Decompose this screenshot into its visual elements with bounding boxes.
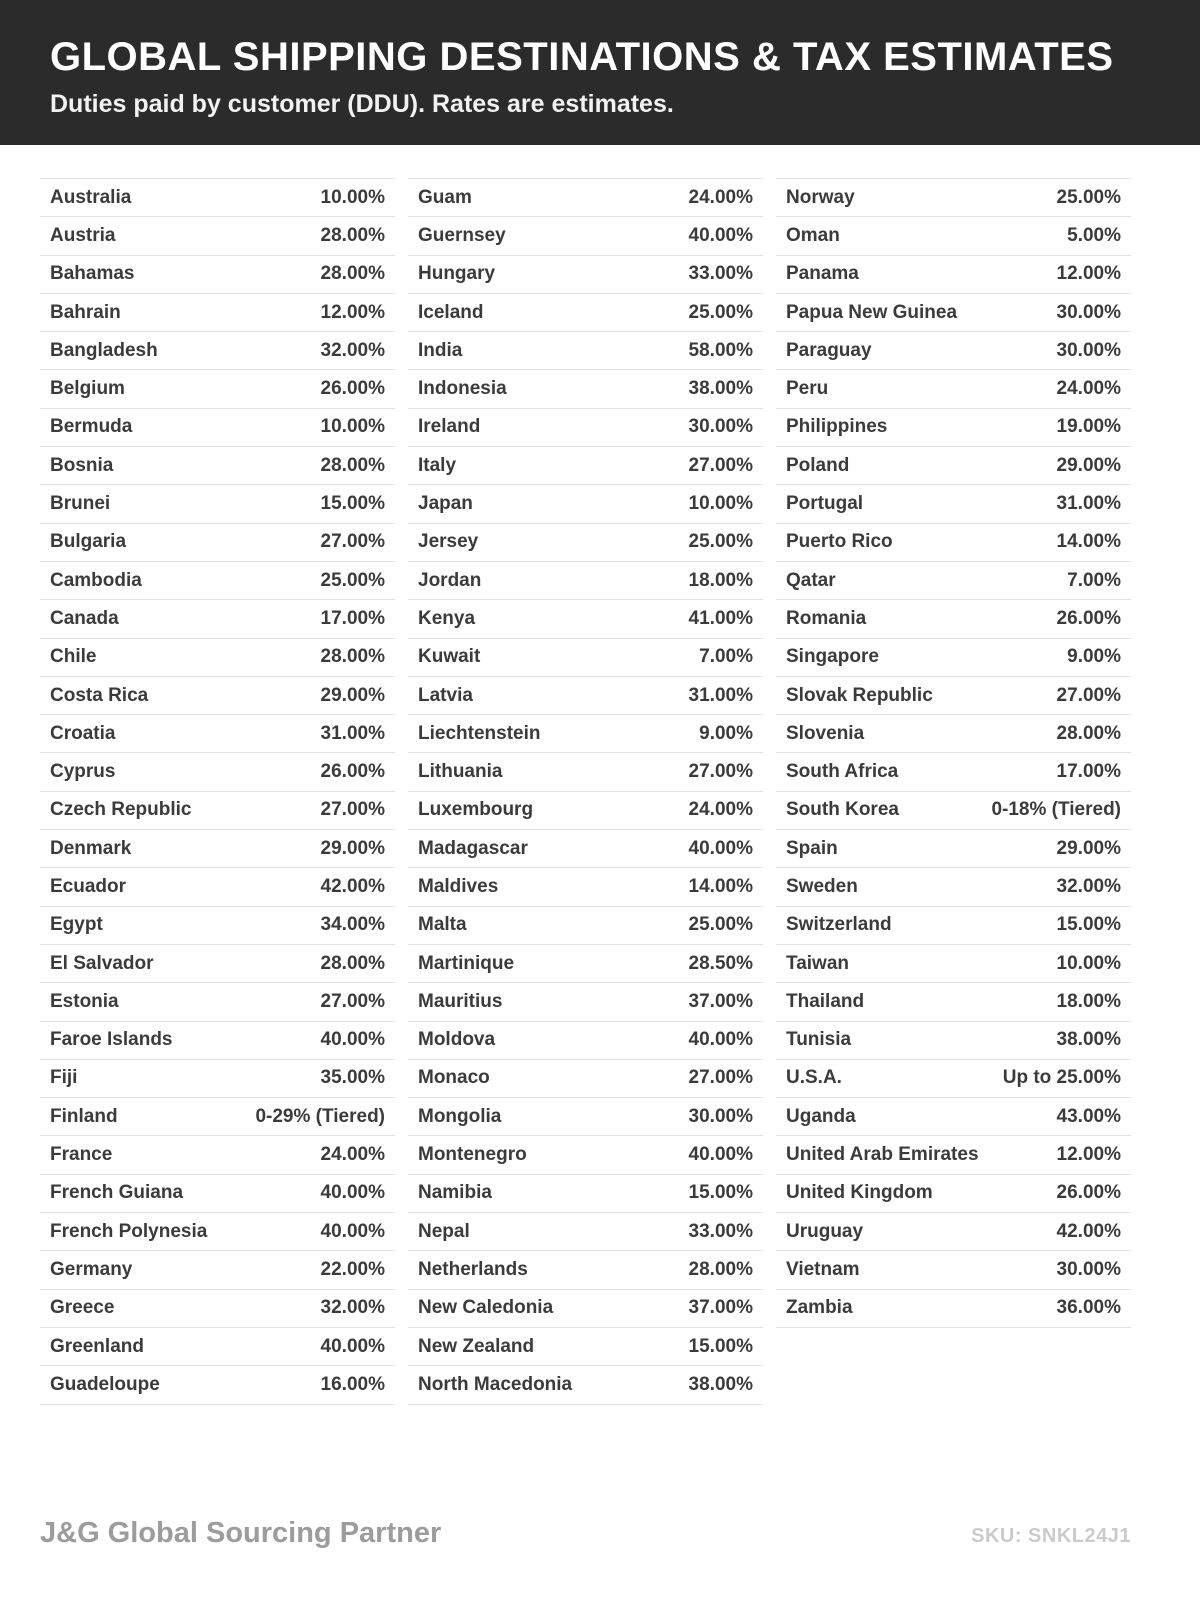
tax-rate: 0-29% (Tiered) — [255, 1105, 385, 1127]
shipping-tax-table — [40, 178, 1131, 1405]
country-name: Lithuania — [418, 761, 503, 783]
table-row — [40, 600, 395, 638]
tax-rate: 42.00% — [320, 875, 385, 897]
table-row — [776, 1136, 1131, 1174]
tax-rate: 12.00% — [1056, 1144, 1121, 1166]
country-name: Bahamas — [50, 263, 135, 285]
country-name: Uruguay — [786, 1220, 864, 1242]
tax-rate: 14.00% — [1056, 531, 1121, 553]
country-name: Denmark — [50, 837, 132, 859]
country-name: Papua New Guinea — [786, 301, 958, 323]
tax-rate: 33.00% — [688, 1220, 753, 1242]
tax-rate: 24.00% — [1056, 378, 1121, 400]
country-name: Peru — [786, 378, 829, 400]
tax-rate: 40.00% — [688, 837, 753, 859]
tax-rate: 25.00% — [1056, 186, 1121, 208]
tax-rate: 40.00% — [688, 224, 753, 246]
country-name: Fiji — [50, 1067, 78, 1089]
table-row — [776, 753, 1131, 791]
tax-rate: 10.00% — [688, 493, 753, 515]
tax-rate: 29.00% — [320, 684, 385, 706]
country-name: Qatar — [786, 569, 836, 591]
table-row — [40, 562, 395, 600]
tax-rate: 26.00% — [320, 378, 385, 400]
tax-rate: 38.00% — [688, 1373, 753, 1395]
country-name: Panama — [786, 263, 859, 285]
table-row — [408, 945, 763, 983]
country-name: Slovenia — [786, 722, 865, 744]
table-row — [408, 1290, 763, 1328]
country-name: Faroe Islands — [50, 1029, 173, 1051]
tax-rate: 10.00% — [1056, 952, 1121, 974]
country-name: Jersey — [418, 531, 479, 553]
country-name: Bahrain — [50, 301, 121, 323]
country-name: Portugal — [786, 493, 864, 515]
table-row — [408, 907, 763, 945]
tax-rate: 27.00% — [688, 761, 753, 783]
tax-rate: 34.00% — [320, 914, 385, 936]
tax-rate: 16.00% — [320, 1373, 385, 1395]
tax-rate: 10.00% — [320, 416, 385, 438]
table-row — [40, 1290, 395, 1328]
country-name: Taiwan — [786, 952, 849, 974]
table-row — [776, 945, 1131, 983]
country-name: Bulgaria — [50, 531, 127, 553]
country-name: Iceland — [418, 301, 484, 323]
tax-rate: 24.00% — [688, 186, 753, 208]
country-name: Costa Rica — [50, 684, 149, 706]
table-row — [408, 485, 763, 523]
tax-rate: 29.00% — [1056, 454, 1121, 476]
table-row — [40, 1328, 395, 1366]
table-column-2 — [408, 178, 763, 1405]
table-row — [408, 1022, 763, 1060]
tax-rate: 18.00% — [1056, 990, 1121, 1012]
table-row — [776, 1098, 1131, 1136]
tax-rate: 40.00% — [320, 1335, 385, 1357]
tax-rate: 18.00% — [688, 569, 753, 591]
country-name: Bermuda — [50, 416, 133, 438]
table-row — [40, 639, 395, 677]
tax-rate: 12.00% — [320, 301, 385, 323]
tax-rate: 28.00% — [688, 1258, 753, 1280]
country-name: Nepal — [418, 1220, 470, 1242]
country-name: Austria — [50, 224, 116, 246]
tax-rate: 5.00% — [1067, 224, 1121, 246]
country-name: North Macedonia — [418, 1373, 573, 1395]
tax-rate: 28.00% — [1056, 722, 1121, 744]
table-row — [408, 983, 763, 1021]
tax-rate: 41.00% — [688, 607, 753, 629]
table-row — [776, 485, 1131, 523]
table-row — [776, 1060, 1131, 1098]
table-row — [776, 868, 1131, 906]
tax-rate: 28.50% — [688, 952, 753, 974]
country-name: Romania — [786, 607, 867, 629]
page-subtitle: Duties paid by customer (DDU). Rates are estimates. — [50, 90, 674, 118]
tax-rate: 14.00% — [688, 875, 753, 897]
country-name: Vietnam — [786, 1258, 860, 1280]
country-name: El Salvador — [50, 952, 154, 974]
table-row — [776, 1022, 1131, 1060]
tax-rate: 32.00% — [320, 339, 385, 361]
table-row — [776, 983, 1131, 1021]
tax-rate: 26.00% — [1056, 607, 1121, 629]
country-name: France — [50, 1144, 113, 1166]
tax-rate: 28.00% — [320, 224, 385, 246]
table-row — [40, 1366, 395, 1404]
country-name: New Caledonia — [418, 1297, 554, 1319]
table-row — [776, 907, 1131, 945]
country-name: Madagascar — [418, 837, 528, 859]
table-row — [40, 792, 395, 830]
tax-rate: 28.00% — [320, 646, 385, 668]
tax-rate: 12.00% — [1056, 263, 1121, 285]
country-name: Czech Republic — [50, 799, 192, 821]
tax-rate: 9.00% — [699, 722, 753, 744]
table-row — [776, 562, 1131, 600]
table-row — [40, 447, 395, 485]
country-name: Luxembourg — [418, 799, 534, 821]
table-row — [408, 830, 763, 868]
table-row — [408, 792, 763, 830]
country-name: Finland — [50, 1105, 118, 1127]
table-row — [408, 1098, 763, 1136]
country-name: Monaco — [418, 1067, 490, 1089]
country-name: Zambia — [786, 1297, 853, 1319]
tax-rate: 15.00% — [320, 493, 385, 515]
tax-rate: 40.00% — [688, 1144, 753, 1166]
tax-rate: 58.00% — [688, 339, 753, 361]
country-name: Singapore — [786, 646, 879, 668]
tax-rate: 33.00% — [688, 263, 753, 285]
table-row — [776, 639, 1131, 677]
table-row — [776, 332, 1131, 370]
tax-rate: 30.00% — [1056, 339, 1121, 361]
tax-rate: 25.00% — [320, 569, 385, 591]
table-row — [40, 1175, 395, 1213]
table-row — [776, 830, 1131, 868]
country-name: Maldives — [418, 875, 499, 897]
table-row — [776, 179, 1131, 217]
table-row — [40, 753, 395, 791]
table-row — [776, 792, 1131, 830]
country-name: Ireland — [418, 416, 481, 438]
table-row — [408, 1213, 763, 1251]
country-name: New Zealand — [418, 1335, 535, 1357]
table-row — [408, 715, 763, 753]
table-row — [40, 677, 395, 715]
table-row — [408, 447, 763, 485]
table-row — [408, 1136, 763, 1174]
table-row — [776, 370, 1131, 408]
country-name: Hungary — [418, 263, 496, 285]
tax-rate: 38.00% — [1056, 1029, 1121, 1051]
tax-rate: 27.00% — [320, 990, 385, 1012]
country-name: Italy — [418, 454, 457, 476]
country-name: Sweden — [786, 875, 858, 897]
country-name: French Polynesia — [50, 1220, 208, 1242]
table-row — [408, 1328, 763, 1366]
tax-rate: 40.00% — [320, 1029, 385, 1051]
table-row — [40, 485, 395, 523]
table-row — [40, 179, 395, 217]
tax-rate: 10.00% — [320, 186, 385, 208]
country-name: Montenegro — [418, 1144, 527, 1166]
tax-rate: 15.00% — [688, 1182, 753, 1204]
table-row — [776, 447, 1131, 485]
country-name: Australia — [50, 186, 132, 208]
table-row — [40, 332, 395, 370]
table-row — [408, 179, 763, 217]
tax-rate: 30.00% — [688, 1105, 753, 1127]
tax-rate: 29.00% — [1056, 837, 1121, 859]
table-row — [408, 1175, 763, 1213]
table-row — [40, 524, 395, 562]
country-name: Philippines — [786, 416, 888, 438]
country-name: Malta — [418, 914, 467, 936]
table-row — [776, 409, 1131, 447]
country-name: Uganda — [786, 1105, 856, 1127]
table-row — [408, 370, 763, 408]
page-footer — [40, 1517, 1131, 1550]
table-row — [776, 600, 1131, 638]
tax-rate: Up to 25.00% — [1002, 1067, 1121, 1089]
table-column-3 — [776, 178, 1131, 1328]
table-row — [408, 409, 763, 447]
tax-rate: 27.00% — [320, 799, 385, 821]
table-row — [408, 600, 763, 638]
tax-rate: 17.00% — [1056, 761, 1121, 783]
tax-rate: 7.00% — [1067, 569, 1121, 591]
page-title: GLOBAL SHIPPING DESTINATIONS & TAX ESTIMATES — [50, 35, 1114, 79]
table-row — [40, 868, 395, 906]
tax-rate: 32.00% — [320, 1297, 385, 1319]
country-name: Canada — [50, 607, 119, 629]
country-name: Moldova — [418, 1029, 496, 1051]
tax-rate: 0-18% (Tiered) — [991, 799, 1121, 821]
country-name: Cambodia — [50, 569, 142, 591]
country-name: Namibia — [418, 1182, 492, 1204]
sku-label: SKU: SNKL24J1 — [971, 1525, 1131, 1547]
country-name: South Africa — [786, 761, 899, 783]
tax-rate: 25.00% — [688, 914, 753, 936]
table-row — [776, 1213, 1131, 1251]
tax-rate: 40.00% — [688, 1029, 753, 1051]
country-name: Ecuador — [50, 875, 127, 897]
tax-rate: 30.00% — [1056, 1258, 1121, 1280]
table-row — [408, 256, 763, 294]
tax-rate: 27.00% — [320, 531, 385, 553]
tax-rate: 37.00% — [688, 990, 753, 1012]
table-row — [40, 907, 395, 945]
table-row — [408, 868, 763, 906]
tax-rate: 40.00% — [320, 1220, 385, 1242]
table-row — [40, 1022, 395, 1060]
country-name: Poland — [786, 454, 850, 476]
table-row — [408, 294, 763, 332]
country-name: Kenya — [418, 607, 476, 629]
country-name: Latvia — [418, 684, 473, 706]
tax-rate: 31.00% — [1056, 493, 1121, 515]
table-row — [408, 1251, 763, 1289]
country-name: Cyprus — [50, 761, 116, 783]
tax-rate: 26.00% — [320, 761, 385, 783]
table-row — [408, 1366, 763, 1404]
country-name: Oman — [786, 224, 840, 246]
table-row — [776, 256, 1131, 294]
table-row — [408, 562, 763, 600]
country-name: Estonia — [50, 990, 119, 1012]
table-row — [40, 1251, 395, 1289]
table-row — [776, 524, 1131, 562]
country-name: Puerto Rico — [786, 531, 893, 553]
country-name: Belgium — [50, 378, 125, 400]
tax-rate: 19.00% — [1056, 416, 1121, 438]
tax-rate: 24.00% — [688, 799, 753, 821]
country-name: Guernsey — [418, 224, 506, 246]
table-row — [776, 217, 1131, 255]
tax-rate: 9.00% — [1067, 646, 1121, 668]
table-row — [40, 983, 395, 1021]
country-name: Slovak Republic — [786, 684, 933, 706]
table-row — [776, 1251, 1131, 1289]
country-name: U.S.A. — [786, 1067, 842, 1089]
tax-rate: 27.00% — [1056, 684, 1121, 706]
table-row — [408, 332, 763, 370]
table-row — [408, 753, 763, 791]
table-row — [40, 370, 395, 408]
tax-rate: 28.00% — [320, 263, 385, 285]
page-header — [0, 0, 1200, 145]
table-row — [40, 294, 395, 332]
table-row — [408, 217, 763, 255]
table-row — [40, 1213, 395, 1251]
country-name: Paraguay — [786, 339, 872, 361]
country-name: Germany — [50, 1258, 133, 1280]
country-name: Norway — [786, 186, 855, 208]
tax-rate: 27.00% — [688, 454, 753, 476]
table-row — [40, 945, 395, 983]
tax-rate: 24.00% — [320, 1144, 385, 1166]
country-name: India — [418, 339, 463, 361]
country-name: Chile — [50, 646, 97, 668]
country-name: United Arab Emirates — [786, 1144, 979, 1166]
tax-rate: 30.00% — [1056, 301, 1121, 323]
tax-rate: 32.00% — [1056, 875, 1121, 897]
country-name: Spain — [786, 837, 838, 859]
table-row — [408, 677, 763, 715]
tax-rate: 31.00% — [320, 722, 385, 744]
country-name: Japan — [418, 493, 473, 515]
tax-rate: 31.00% — [688, 684, 753, 706]
country-name: Bangladesh — [50, 339, 158, 361]
tax-rate: 25.00% — [688, 301, 753, 323]
tax-rate: 15.00% — [688, 1335, 753, 1357]
table-row — [40, 409, 395, 447]
tax-rate: 25.00% — [688, 531, 753, 553]
country-name: United Kingdom — [786, 1182, 933, 1204]
table-row — [776, 294, 1131, 332]
country-name: Bosnia — [50, 454, 114, 476]
tax-rate: 42.00% — [1056, 1220, 1121, 1242]
country-name: Tunisia — [786, 1029, 852, 1051]
table-row — [776, 715, 1131, 753]
tax-rate: 28.00% — [320, 952, 385, 974]
tax-rate: 17.00% — [320, 607, 385, 629]
tax-rate: 40.00% — [320, 1182, 385, 1204]
country-name: Thailand — [786, 990, 865, 1012]
tax-rate: 15.00% — [1056, 914, 1121, 936]
country-name: Jordan — [418, 569, 482, 591]
country-name: Croatia — [50, 722, 116, 744]
country-name: Martinique — [418, 952, 515, 974]
country-name: Guadeloupe — [50, 1373, 160, 1395]
table-row — [40, 830, 395, 868]
table-row — [40, 1098, 395, 1136]
tax-rate: 30.00% — [688, 416, 753, 438]
table-row — [776, 1175, 1131, 1213]
tax-rate: 36.00% — [1056, 1297, 1121, 1319]
tax-rate: 43.00% — [1056, 1105, 1121, 1127]
country-name: Mongolia — [418, 1105, 502, 1127]
table-row — [40, 715, 395, 753]
tax-rate: 26.00% — [1056, 1182, 1121, 1204]
tax-rate: 22.00% — [320, 1258, 385, 1280]
country-name: Kuwait — [418, 646, 481, 668]
country-name: Indonesia — [418, 378, 507, 400]
tax-rate: 38.00% — [688, 378, 753, 400]
tax-rate: 27.00% — [688, 1067, 753, 1089]
table-row — [776, 1290, 1131, 1328]
brand-text: J&G Global Sourcing Partner — [40, 1517, 442, 1549]
tax-rate: 35.00% — [320, 1067, 385, 1089]
country-name: Mauritius — [418, 990, 503, 1012]
table-row — [408, 524, 763, 562]
table-row — [408, 1060, 763, 1098]
country-name: South Korea — [786, 799, 899, 821]
tax-rate: 37.00% — [688, 1297, 753, 1319]
tax-rate: 28.00% — [320, 454, 385, 476]
country-name: Egypt — [50, 914, 103, 936]
country-name: Switzerland — [786, 914, 892, 936]
country-name: Liechtenstein — [418, 722, 541, 744]
table-row — [40, 256, 395, 294]
tax-rate: 29.00% — [320, 837, 385, 859]
country-name: Brunei — [50, 493, 111, 515]
country-name: Netherlands — [418, 1258, 528, 1280]
table-row — [408, 639, 763, 677]
country-name: French Guiana — [50, 1182, 184, 1204]
table-column-1 — [40, 178, 395, 1405]
table-row — [40, 1060, 395, 1098]
table-row — [40, 1136, 395, 1174]
table-row — [776, 677, 1131, 715]
country-name: Guam — [418, 186, 472, 208]
tax-rate: 7.00% — [699, 646, 753, 668]
table-row — [40, 217, 395, 255]
country-name: Greenland — [50, 1335, 144, 1357]
country-name: Greece — [50, 1297, 115, 1319]
